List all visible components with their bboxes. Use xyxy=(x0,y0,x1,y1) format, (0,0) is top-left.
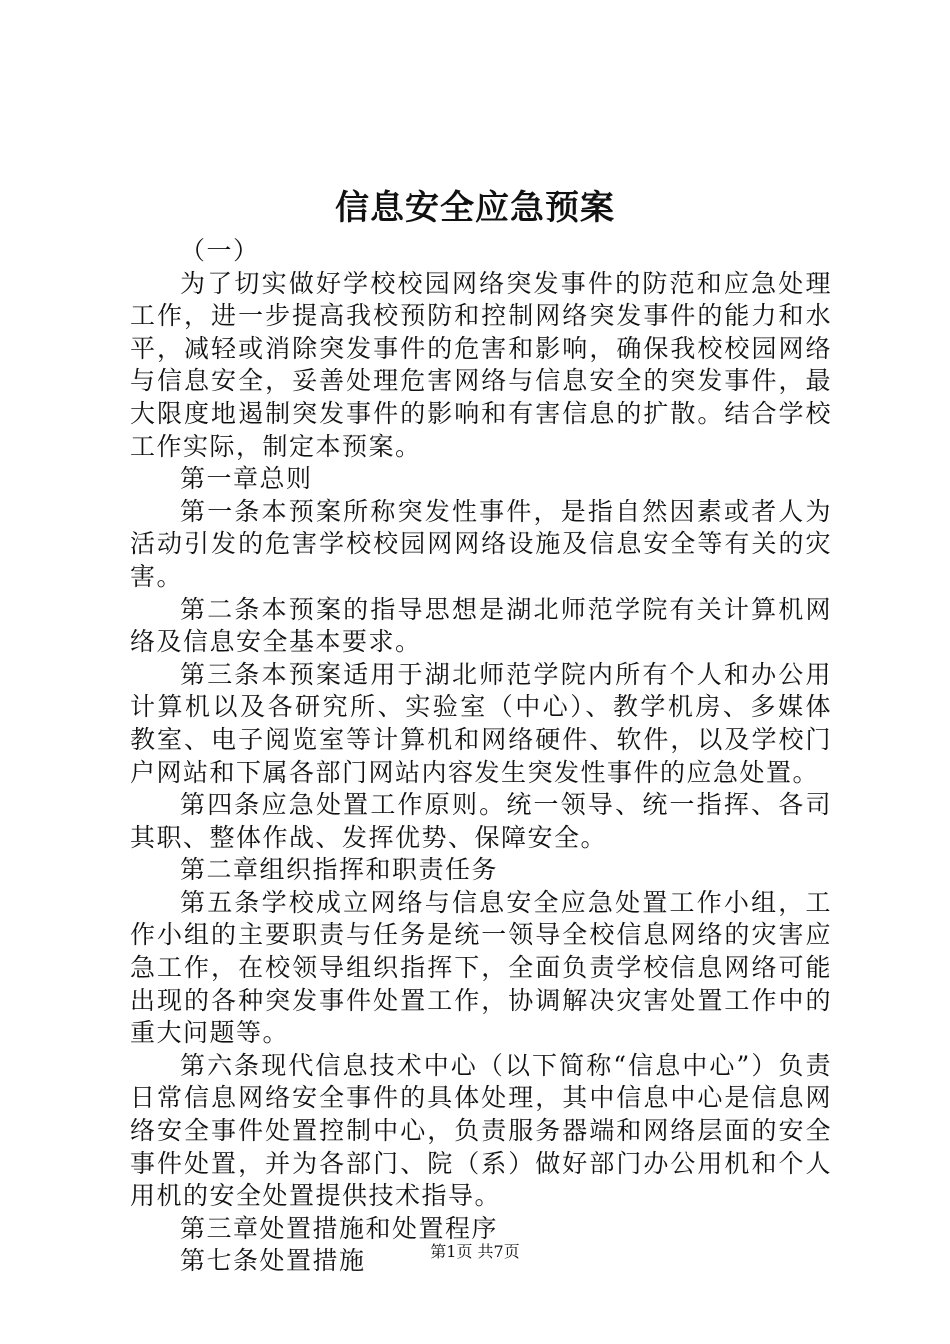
article-paragraph: 第二条本预案的指导思想是湖北师范学院有关计算机网络及信息安全基本要求。 xyxy=(130,594,832,657)
article-paragraph: 第六条现代信息技术中心（以下简称“信息中心”）负责日常信息网络安全事件的具体处理，其中信息中心是信息网络安全事件处置控制中心，负责服务器端和网络层面的安全事件处置，并为各部门、院（系）做好部门办公用机和个人用机的安全处置提供技术指导。 xyxy=(130,1050,832,1211)
document-title: 信息安全应急预案 xyxy=(335,188,615,228)
intro-paragraph: 为了切实做好学校校园网络突发事件的防范和应急处理工作，进一步提高我校预防和控制网络突发事件的能力和水平，减轻或消除突发事件的危害和影响，确保我校校园网络与信息安全，妥善处理危害网络与信息安全的突发事件，最大限度地遏制突发事件的影响和有害信息的扩散。结合学校工作实际，制定本预案。 xyxy=(130,268,832,461)
article-paragraph: 第四条应急处置工作原则。统一领导、统一指挥、各司其职、整体作战、发挥优势、保障安全。 xyxy=(130,790,832,852)
article-paragraph: 第一条本预案所称突发性事件，是指自然因素或者人为活动引发的危害学校校园网网络设施及信息安全等有关的灾害。 xyxy=(130,496,832,591)
article-paragraph: 第五条学校成立网络与信息安全应急处置工作小组，工作小组的主要职责与任务是统一领导全校信息网络的灾害应急工作，在校领导组织指挥下，全面负责学校信息网络可能出现的各种突发事件处置工作，协调解决灾害处置工作中的重大问题等。 xyxy=(130,887,832,1048)
chapter-heading: 第一章总则 xyxy=(180,464,313,494)
page-footer: 第1页 共7页 xyxy=(430,1242,520,1261)
section-marker: （一） xyxy=(180,236,260,265)
article-paragraph: 第七条处置措施 xyxy=(180,1246,366,1276)
document-body xyxy=(130,235,832,1278)
chapter-heading: 第三章处置措施和处置程序 xyxy=(180,1213,499,1243)
article-paragraph: 第三条本预案适用于湖北师范学院内所有个人和办公用计算机以及各研究所、实验室（中心）、教学机房、多媒体教室、电子阅览室等计算机和网络硬件、软件，以及学校门户网站和下属各部门网站内容发生突发性事件的应急处置。 xyxy=(130,659,832,787)
chapter-heading: 第二章组织指挥和职责任务 xyxy=(180,855,499,885)
